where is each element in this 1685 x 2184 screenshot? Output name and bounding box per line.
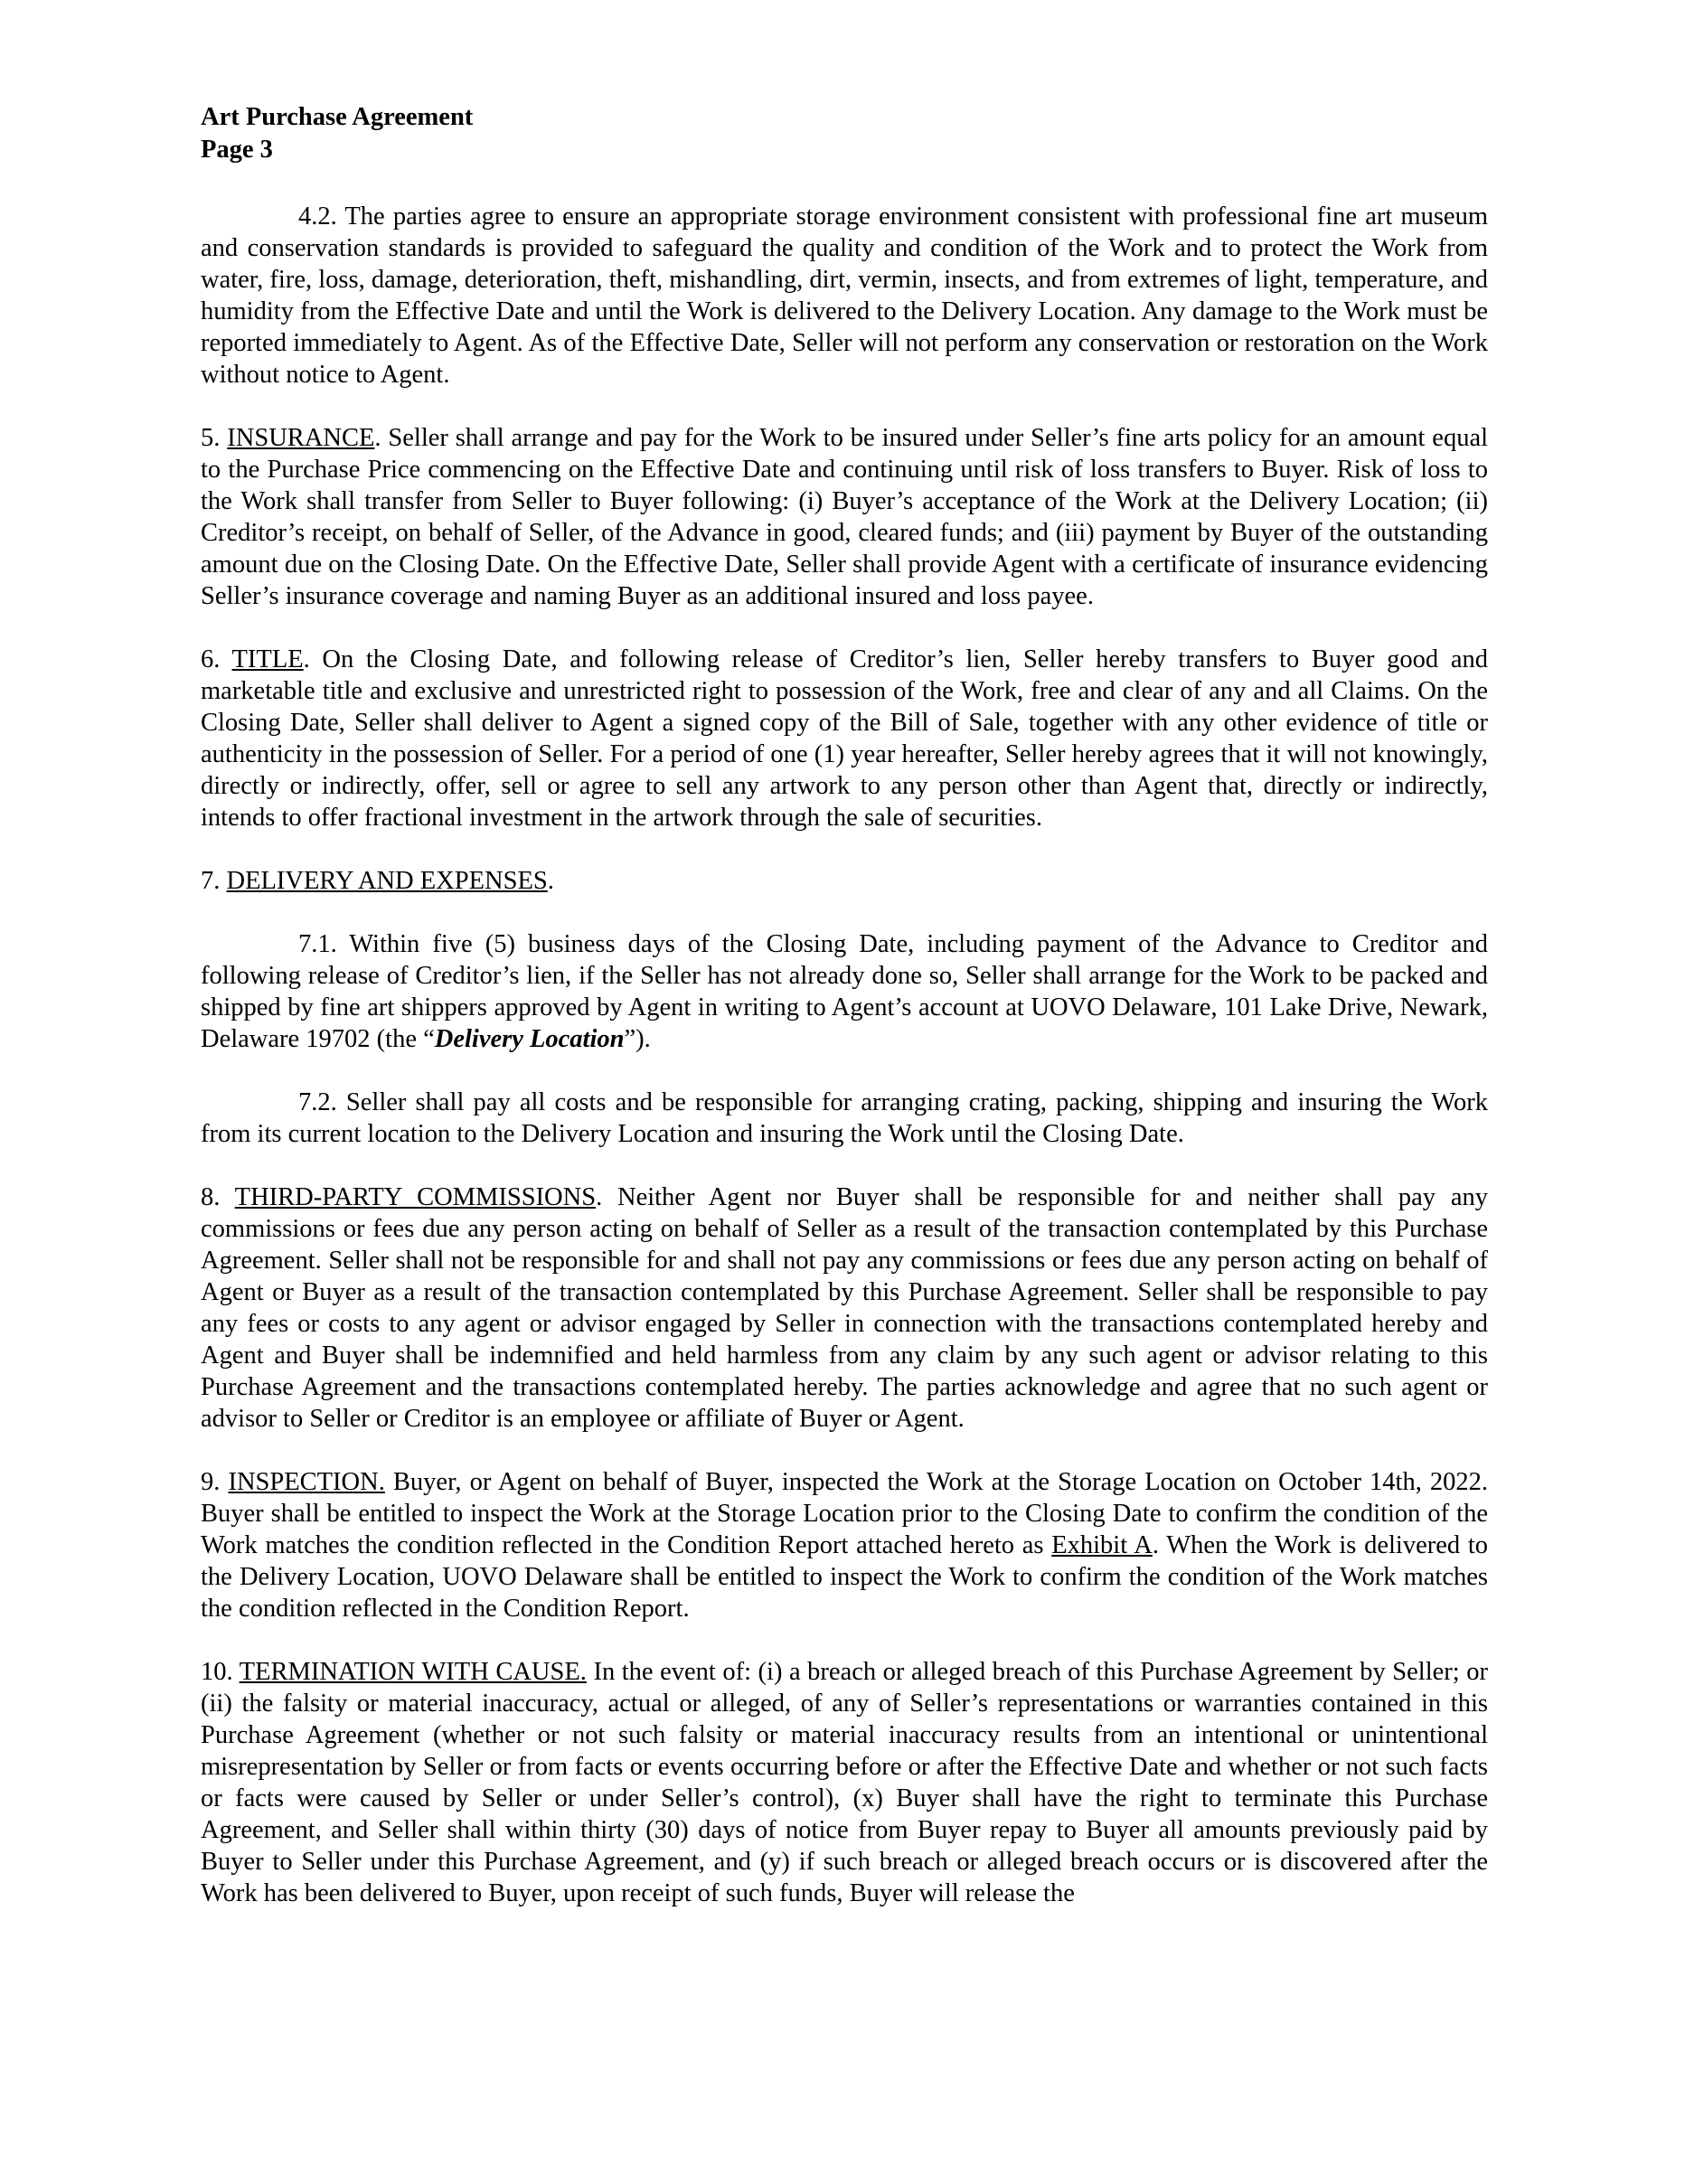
section-7-2-text: 7.2. Seller shall pay all costs and be responsible for arranging crating, packing, shipping and insuring the Work from its current location to the Delivery Location and insuring the Work until the Closing Date. bbox=[201, 1088, 1488, 1148]
page-header bbox=[201, 101, 473, 166]
page-number: Page 3 bbox=[201, 136, 273, 164]
exhibit-a-reference: Exhibit A bbox=[1051, 1531, 1153, 1559]
section-7-delivery bbox=[201, 865, 1488, 897]
section-6-text: . On the Closing Date, and following release of Creditor’s lien, Seller hereby transfers to Buyer good and marketable title and exclusive and unrestricted right to possession of the Work, free and clear of any and all Claims. On the Closing Date, Seller shall deliver to Agent a signed copy of the Bill of Sale, together with any other evidence of title or authenticity in the possession of Seller. For a period of one (1) year hereafter, Seller hereby agrees that it will not knowingly, directly or indirectly, offer, sell or agree to sell any artwork to any person other than Agent that, directly or indirectly, intends to offer fractional investment in the artwork through the sale of securities. bbox=[201, 645, 1488, 832]
section-8-commissions bbox=[201, 1181, 1488, 1435]
section-6-heading: TITLE bbox=[231, 645, 304, 673]
section-5-heading: INSURANCE bbox=[227, 424, 375, 452]
defined-term-delivery-location: Delivery Location bbox=[434, 1025, 625, 1053]
section-7-heading: DELIVERY AND EXPENSES bbox=[226, 867, 548, 895]
section-9-inspection bbox=[201, 1466, 1488, 1624]
section-10-number: 10. bbox=[201, 1658, 240, 1686]
section-7-1-text-before: 7.1. Within five (5) business days of the Closing Date, including payment of the Advance to Creditor and following release of Creditor’s lien, if the Seller has not already done so, Seller shall arrange for the Work to be packed and shipped by fine art shippers approved by Agent in writing to Agent’s account at UOVO Delaware, 101 Lake Drive, Newark, Delaware 19702 (the “ bbox=[201, 930, 1488, 1053]
section-7-2 bbox=[201, 1087, 1488, 1150]
section-8-heading: THIRD-PARTY COMMISSIONS bbox=[234, 1183, 597, 1211]
section-10-text: In the event of: (i) a breach or alleged breach of this Purchase Agreement by Seller; or (ii) the falsity or material inaccuracy, actual or alleged, of any of Seller’s representations or warranties contained in this Purchase Agreement (whether or not such falsity or material inaccuracy results from an intentional or unintentional misrepresentation by Seller or from facts or events occurring before or after the Effective Date and whether or not such facts or facts were caused by Seller or under Seller’s control), (x) Buyer shall have the right to terminate this Purchase Agreement, and Seller shall within thirty (30) days of notice from Buyer repay to Buyer all amounts previously paid by Buyer to Seller under this Purchase Agreement, and (y) if such breach or alleged breach occurs or is discovered after the Work has been delivered to Buyer, upon receipt of such funds, Buyer will release the bbox=[201, 1658, 1488, 1907]
section-6-number: 6. bbox=[201, 645, 232, 673]
section-7-1-text-after: ”). bbox=[624, 1025, 651, 1053]
section-7-number: 7. bbox=[201, 867, 227, 895]
section-4-2 bbox=[201, 201, 1488, 391]
section-10-termination bbox=[201, 1656, 1488, 1909]
section-9-text-after: . When the Work is delivered to the Delivery Location, UOVO Delaware shall be entitled to inspect the Work to confirm the condition of the Work matches the condition reflected in the Condition Report. bbox=[201, 1531, 1488, 1623]
section-7-text: . bbox=[547, 867, 554, 895]
document-body bbox=[201, 201, 1488, 1909]
section-7-1 bbox=[201, 928, 1488, 1055]
document-title: Art Purchase Agreement bbox=[201, 103, 474, 131]
section-5-text: . Seller shall arrange and pay for the Work to be insured under Seller’s fine arts policy for an amount equal to the Purchase Price commencing on the Effective Date and continuing until risk of loss transfers to Buyer. Risk of loss to the Work shall transfer from Seller to Buyer following: (i) Buyer’s acceptance of the Work at the Delivery Location; (ii) Creditor’s receipt, on behalf of Seller, of the Advance in good, cleared funds; and (iii) payment by Buyer of the outstanding amount due on the Closing Date. On the Effective Date, Seller shall provide Agent with a certificate of insurance evidencing Seller’s insurance coverage and naming Buyer as an additional insured and loss payee. bbox=[201, 424, 1489, 610]
section-8-number: 8. bbox=[201, 1183, 235, 1211]
section-5-insurance bbox=[201, 422, 1488, 612]
section-8-text: . Neither Agent nor Buyer shall be responsible for and neither shall pay any commissions or fees due any person acting on behalf of Seller as a result of the transaction contemplated by this Purchase Agreement. Seller shall not be responsible for and shall not pay any commissions or fees due any person acting on behalf of Agent or Buyer as a result of the transaction contemplated by this Purchase Agreement. Seller shall be responsible to pay any fees or costs to any agent or advisor engaged by Seller in connection with the transactions contemplated hereby and Agent and Buyer shall be indemnified and held harmless from any claim by any such agent or advisor relating to this Purchase Agreement and the transactions contemplated hereby. The parties acknowledge and agree that no such agent or advisor to Seller or Creditor is an employee or affiliate of Buyer or Agent. bbox=[201, 1183, 1488, 1433]
section-9-heading: INSPECTION. bbox=[228, 1468, 385, 1496]
section-4-2-text: 4.2. The parties agree to ensure an appropriate storage environment consistent with professional fine art museum and conservation standards is provided to safeguard the quality and condition of the Work and to protect the Work from water, fire, loss, damage, deterioration, theft, mishandling, dirt, vermin, insects, and from extremes of light, temperature, and humidity from the Effective Date and until the Work is delivered to the Delivery Location. Any damage to the Work must be reported immediately to Agent. As of the Effective Date, Seller will not perform any conservation or restoration on the Work without notice to Agent. bbox=[201, 202, 1488, 389]
section-6-title bbox=[201, 644, 1488, 833]
section-5-number: 5. bbox=[201, 424, 228, 452]
section-9-text-before: Buyer, or Agent on behalf of Buyer, inspected the Work at the Storage Location on October 14th, 2022. Buyer shall be entitled to inspect the Work at the Storage Location prior to the Closing Date to confirm the condition of the Work matches the condition reflected in the Condition Report attached hereto as bbox=[201, 1468, 1489, 1559]
section-9-number: 9. bbox=[201, 1468, 229, 1496]
section-10-heading: TERMINATION WITH CAUSE. bbox=[239, 1658, 587, 1686]
